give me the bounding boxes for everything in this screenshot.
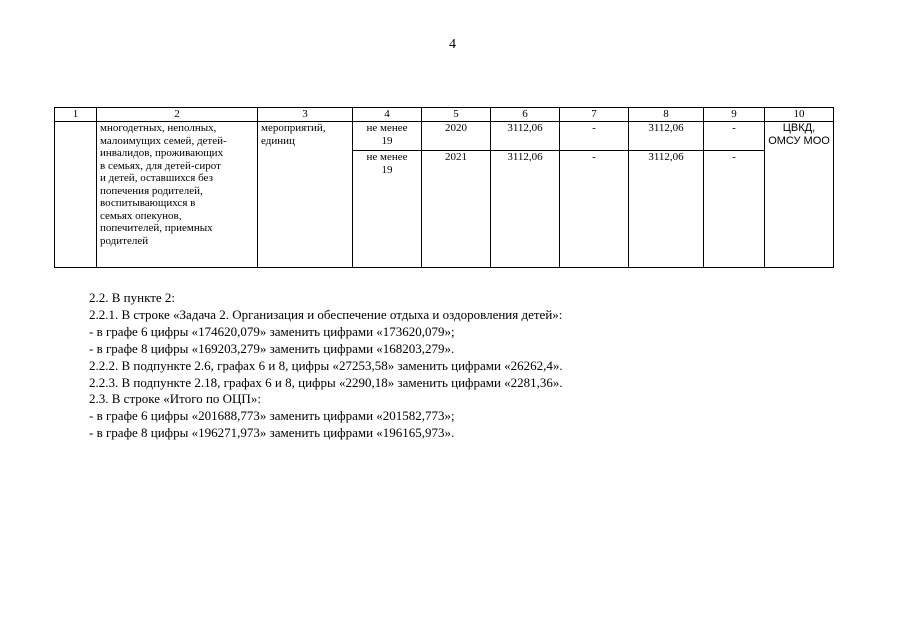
description-line: воспитывающихся в bbox=[100, 197, 196, 209]
paragraph: 2.2.1. В строке «Задача 2. Организация и обеспечение отдыха и оздоровления детей»: bbox=[89, 306, 563, 322]
paragraph: - в графе 8 цифры «169203,279» заменить цифрами «168203,279». bbox=[89, 340, 455, 356]
paragraph: - в графе 6 цифры «174620,079» заменить цифрами «173620,079»; bbox=[89, 323, 455, 339]
col6-cell: 3112,06 bbox=[491, 122, 560, 151]
target-line: не менее bbox=[366, 151, 408, 163]
number-cell bbox=[55, 122, 97, 268]
header-cell-7: 7 bbox=[560, 108, 629, 122]
header-cell-2: 2 bbox=[97, 108, 258, 122]
unit-line: мероприятий, bbox=[261, 122, 326, 134]
table-header-row bbox=[55, 108, 834, 122]
col9-cell: - bbox=[704, 122, 765, 151]
header-cell-1: 1 bbox=[55, 108, 97, 122]
col7-cell: - bbox=[560, 122, 629, 151]
target-line: 19 bbox=[381, 163, 393, 176]
table-row bbox=[55, 122, 834, 151]
col6-cell: 3112,06 bbox=[491, 151, 560, 268]
year-cell: 2021 bbox=[422, 151, 491, 268]
paragraph: - в графе 8 цифры «196271,973» заменить цифрами «196165,973». bbox=[89, 425, 455, 441]
description-line: малоимущих семей, детей- bbox=[100, 134, 227, 147]
paragraph: 2.2. В пункте 2: bbox=[89, 290, 176, 305]
description-line: семьях опекунов, bbox=[100, 209, 182, 222]
unit-line: единиц bbox=[261, 134, 295, 147]
header-cell-9: 9 bbox=[704, 108, 765, 122]
description-line: родителей bbox=[100, 234, 149, 247]
paragraph: 2.2.3. В подпункте 2.18, графах 6 и 8, цифры «2290,18» заменить цифрами «2281,36». bbox=[89, 374, 563, 390]
col9-cell: - bbox=[704, 151, 765, 268]
description-line: в семьях, для детей-сирот bbox=[100, 159, 221, 172]
target-line: не менее bbox=[366, 122, 408, 134]
description-line: попечителей, приемных bbox=[100, 222, 213, 234]
header-cell-10: 10 bbox=[765, 108, 834, 122]
col8-cell: 3112,06 bbox=[629, 122, 704, 151]
description-line: попечения родителей, bbox=[100, 184, 203, 197]
executor-line: ОМСУ МОО bbox=[768, 134, 830, 147]
target-line: 19 bbox=[381, 134, 393, 147]
description-line: и детей, оставшихся без bbox=[100, 172, 213, 184]
col7-cell: - bbox=[560, 151, 629, 268]
page-number: 4 bbox=[449, 37, 456, 52]
paragraph: 2.3. В строке «Итого по ОЦП»: bbox=[89, 391, 261, 407]
description-line: многодетных, неполных, bbox=[100, 122, 217, 134]
description-line: инвалидов, проживающих bbox=[100, 147, 224, 159]
paragraph: 2.2.2. В подпункте 2.6, графах 6 и 8, цифры «27253,58» заменить цифрами «26262,4». bbox=[89, 357, 563, 373]
target-cell bbox=[353, 122, 422, 151]
target-cell bbox=[353, 151, 422, 268]
header-cell-5: 5 bbox=[422, 108, 491, 122]
header-cell-4: 4 bbox=[353, 108, 422, 122]
executor-cell bbox=[765, 122, 834, 268]
program-table bbox=[54, 107, 834, 268]
year-cell: 2020 bbox=[422, 122, 491, 151]
header-cell-8: 8 bbox=[629, 108, 704, 122]
col8-cell: 3112,06 bbox=[629, 151, 704, 268]
header-cell-3: 3 bbox=[258, 108, 353, 122]
header-cell-6: 6 bbox=[491, 108, 560, 122]
executor-line: ЦВКД, bbox=[782, 122, 816, 134]
description-cell bbox=[97, 122, 258, 268]
amendment-text bbox=[89, 290, 563, 442]
unit-cell bbox=[258, 122, 353, 268]
paragraph: - в графе 6 цифры «201688,773» заменить цифрами «201582,773»; bbox=[89, 408, 455, 424]
